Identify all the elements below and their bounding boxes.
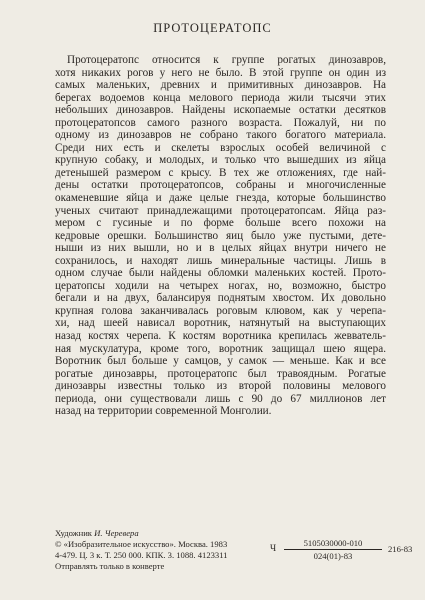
body-line: назад на территории современной Монголии. <box>55 405 272 418</box>
artist-name: И. Черевера <box>94 528 139 538</box>
catalog-code-numerator: 5105030000-010 <box>284 538 382 550</box>
body-line: небольших динозавров. Найдены ископаемые остатки десятков <box>55 104 386 117</box>
body-line: дены остатки протоцератопсов, собраны и многочисленные <box>55 179 386 192</box>
body-line: Протоцератопс относится к группе рогатых динозавров, <box>67 54 386 66</box>
body-line: динозавры известны только из второй половины мелового <box>55 380 386 393</box>
body-line: ная мускулатура, кроме того, воротник защищал шею ящера. <box>55 342 386 355</box>
print-info-line: 4-479. Ц. 3 к. Т. 250 000. КПК. 3. 1088. 4123311 <box>55 550 228 560</box>
body-line: крупную собаку, и молодых, и только что вышедших из яйца <box>55 154 386 167</box>
body-line: бегали и на двух, балансируя поднятым хвостом. Их довольно <box>55 292 386 305</box>
body-line: детенышей размером с крысу. В тех же отложениях, где най- <box>55 166 386 179</box>
catalog-code-denominator: 024(01)-83 <box>313 551 353 561</box>
mail-note: Отправлять только в конверте <box>55 561 165 571</box>
artist-label: Художник <box>55 528 92 538</box>
body-line: назад костях черепа. К костям воротника крепилась жевватель- <box>55 330 386 343</box>
body-line: Среди них есть и скелеты взрослых особей величиной с <box>55 141 386 154</box>
imprint-block <box>55 528 227 572</box>
body-line: мером с гусиные и по форме больше всего похожи на <box>55 217 386 230</box>
body-line: крупная голова заканчивалась роговым клювом, как у черепа- <box>55 304 386 317</box>
body-line: окаменевшие яйца и даже целые гнезда, которые большинство <box>55 192 386 205</box>
body-line: берегах водоемов конца мелового периода жили тысячи этих <box>55 91 386 104</box>
body-line: рогатые динозавры, протоцератопс был травоядным. Рогатые <box>55 367 386 380</box>
body-line: цератопсы ходили на четырех ногах, но, возможно, быстро <box>55 279 386 292</box>
catalog-code-suffix: 216-83 <box>388 544 413 554</box>
body-line: ныши из них вышли, но и в целых яйцах внутри ничего не <box>55 242 386 255</box>
body-line: Воротник был больше у самцов, у самок — меньше. Как и все <box>55 355 386 368</box>
body-line: сохранилось, и находят лишь минеральные частицы. Лишь в <box>55 254 386 267</box>
catalog-code-fraction <box>284 538 382 561</box>
body-line: протоцератопсов самого разного возраста. Пожалуй, ни по <box>55 116 386 129</box>
body-line: самых маленьких, древних и примитивных динозавров. На <box>55 79 386 92</box>
body-line: одном случае были найдены обломки маленьких костей. Прото- <box>55 267 386 280</box>
publisher-line: © «Изобразительное искусство». Москва. 1983 <box>55 539 228 549</box>
artist-credit <box>55 528 227 539</box>
page-title: ПРОТОЦЕРАТОПС <box>153 21 272 35</box>
article-body <box>55 54 386 418</box>
body-line: периода, они существовали лишь с 90 до 67 миллионов лет <box>55 392 386 405</box>
catalog-code-letter: Ч <box>270 544 277 554</box>
body-line: хотя никаких рогов у него не было. В этой группе он один из <box>55 66 386 79</box>
body-line: ученых считают принадлежащими протоцератопсам. Яйца раз- <box>55 204 386 217</box>
body-line: кедровые орешки. Большинство яиц было уже пустыми, детe- <box>55 229 386 242</box>
body-line: хи, над шеей нависал воротник, натянутый на выступающих <box>55 317 386 330</box>
body-line: одному из динозавров не собрано такого богатого материала. <box>55 129 386 142</box>
